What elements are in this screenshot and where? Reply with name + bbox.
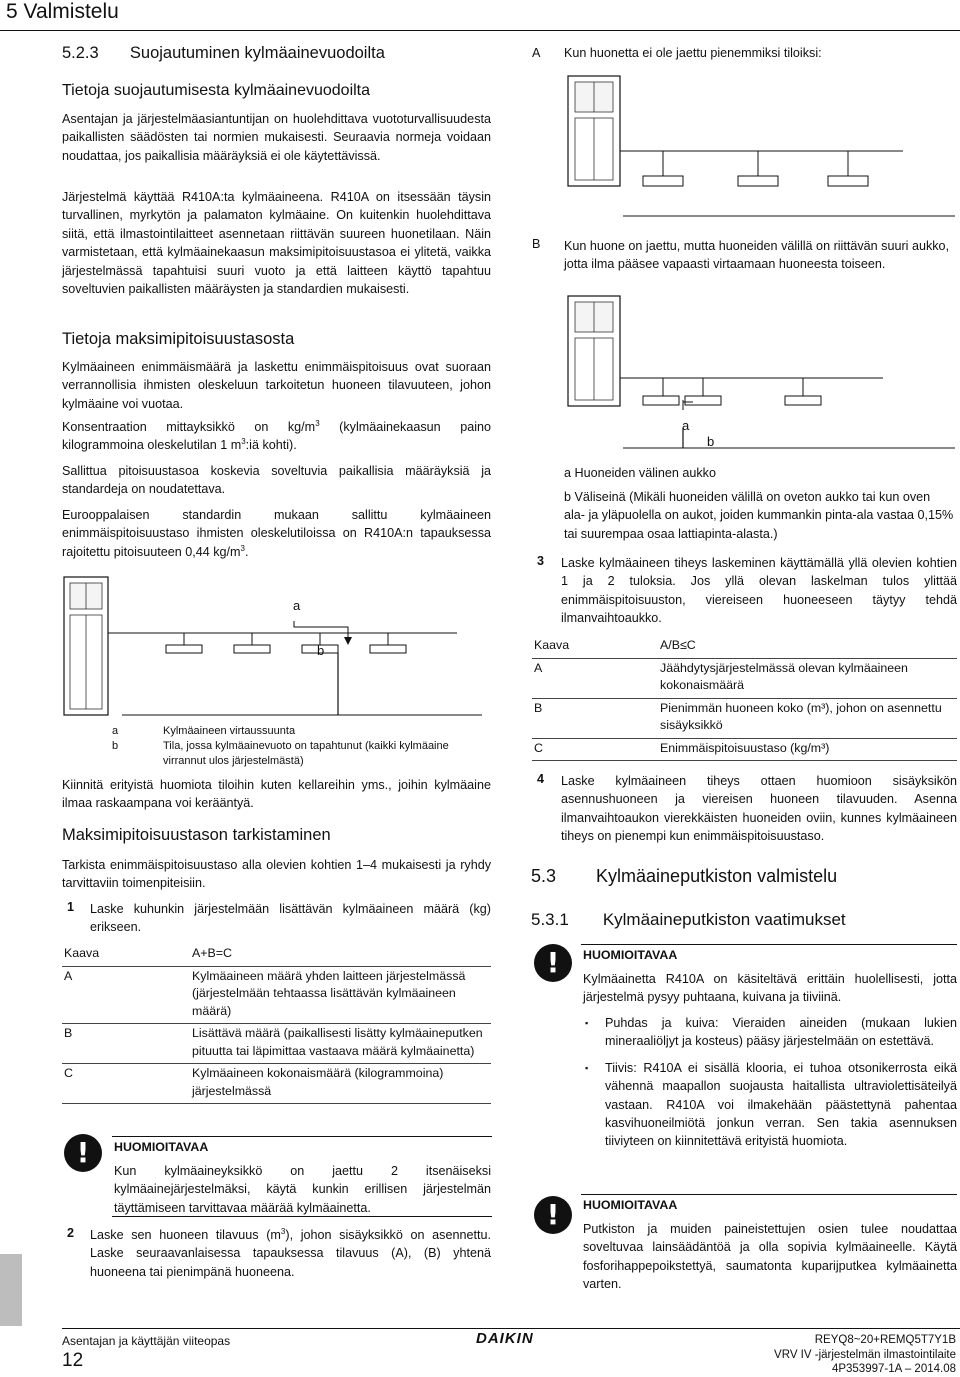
notice-title: HUOMIOITAVAA	[583, 1198, 678, 1212]
paragraph-check-steps: Tarkista enimmäispitoisuustaso alla olevien kohtien 1–4 mukaisesti ja ryhdy tarvittaviin toimenpiteisiin.	[62, 858, 491, 891]
heading-about-leak: Tietoja suojautumisesta kylmäainevuodoilta	[62, 82, 371, 99]
warning-icon: !	[534, 944, 572, 982]
paragraph-eu-standard: Eurooppalaisen standardin mukaan sallittu kylmäaineen enimmäispitoisuustaso ihmisten oleskelutiloissa on R410A:n tapauksessa rajoitettu pitoisuuteen 0,44 $kg/m^3$.	[62, 508, 491, 559]
footer-model: REYQ8~20+REMQ5T7Y1B	[814, 1334, 956, 1346]
step-2-text: Laske sen huoneen tilavuus $(m^3)$, johon sisäyksikkö on asennettu. Laske seuraavanlaisessa tapauksessa tilavuus (A), (B) yhtenä huoneena tai pienimpänä huoneena.	[90, 1226, 491, 1279]
list-item: ▪ Tiivis: R410A ei sisällä klooria, ei tuhoa otsonikerrosta eikä vähennä maapallon suojausta haitallista ultraviolettisäteilyä vastaan. R410A voi ilmakehään päästettynä pahentaa kasvihuoneilmiötä jonkun verran. Sen takia asennuksen tiiviyteen on kiinnitettävä erityistä huomiota.	[583, 1059, 957, 1151]
notice-title: HUOMIOITAVAA	[583, 948, 678, 962]
case-b-text: Kun huone on jaettu, mutta huoneiden välillä on riittävän suuri aukko, jotta ilma pääsee vapaasti virtaamaan huoneesta toiseen.	[564, 239, 950, 272]
step-3-text: Laske kylmäaineen tiheys laskeminen käyttämällä yllä olevien kohtien 1 ja 2 tuloksia. Jos yllä olevan laskelman tulos ylittää enimmäispitoisuuston, viereiseen huoneeseen täytyy tehdä ilmanvaihtoaukko.	[561, 556, 957, 626]
table-row: Kaava A/B≤C	[532, 636, 957, 658]
step-1-text: Laske kuhunkin järjestelmään lisättävän kylmäaineen määrä (kg) erikseen.	[90, 902, 491, 935]
heading-5-3: 5.3 Kylmäaineputkiston valmistelu	[531, 866, 838, 886]
paragraph-local-rules: Sallittua pitoisuustasoa koskevia soveltuvia paikallisia määräyksiä ja standardeja on noudatettava.	[62, 464, 491, 497]
legend3-a: a Huoneiden välinen aukko	[564, 466, 716, 480]
notice-title: HUOMIOITAVAA	[114, 1140, 209, 1154]
footer-right	[774, 1333, 956, 1377]
section-heading	[62, 44, 385, 63]
brand-logo: DAIKIN	[476, 1330, 534, 1347]
heading-max-concentration: Tietoja maksimipitoisuustasosta	[62, 330, 295, 348]
list-item: ▪ Puhdas ja kuiva: Vieraiden aineiden (mukaan lukien mineraaliöljyt ja kosteus) pääsy järjestelmään on estettävä.	[583, 1014, 957, 1051]
chapter-title: 5 Valmistelu	[6, 0, 119, 23]
paragraph-r410a: Järjestelmä käyttää R410A:ta kylmäaineena. R410A on itsessään täysin turvallinen, myrkytön ja palamaton kylmäaine. On kuitenkin huolehdittava siitä, että ilmastointilaitteet asennetaan riittävän suureen huonetilaan. Näin varmistetaan, että kylmäainekaasun maksimipitoisuustasoa ei ylitetä, vaikka järjestelmässä tapahtuisi suuri vuoto ja että laitteen käyttö tapahtuu soveltuvien paikallisten määräysten ja standardien mukaisesti.	[62, 190, 491, 297]
figure1-label-b: b	[317, 643, 325, 658]
step-4-text: Laske kylmäaineen tiheys ottaen huomioon sisäyksikön asennushuoneen ja viereisen huoneen tilavuuden. Asenna ilmanvaihtoaukon vierekkäisten huoneiden oviin, kunnes kylmäaineen tiheys on pienempi kun enimmäispitoisuustaso.	[561, 774, 957, 844]
figure-leak-flow	[62, 575, 492, 720]
figure1-label-a: a	[293, 598, 301, 613]
figure-room-divided	[563, 290, 959, 450]
formula-table-2	[532, 636, 957, 761]
indoor-unit	[370, 645, 406, 653]
section-title: Suojautuminen kylmäainevuodoilta	[129, 44, 385, 62]
footer-subtitle: VRV IV -järjestelmän ilmastointilaite	[774, 1348, 956, 1361]
indoor-unit	[643, 396, 679, 405]
paragraph-unit: Konsentraation mittayksikkö on $kg/m^3$ (kylmäainekaasun paino kilogrammoina oleskelutilan 1 $m^3:iä$ kohti).	[62, 418, 492, 453]
legend1-text-a: Kylmäaineen virtaussuunta	[163, 725, 296, 737]
figure-room-undivided	[563, 66, 959, 226]
notice-text: Kun kylmäaineyksikkö on jaettu 2 itsenäiseksi kylmäainejärjestelmäksi, käytä kunkin erillisen järjestelmän täyttämiseen tarvittavaa määrää kylmäainetta.	[114, 1164, 491, 1215]
step-3-number: 3	[537, 554, 545, 568]
legend1-text-b: Tila, jossa kylmäainevuoto on tapahtunut (kaikki kylmäaine virrannut ulos järjestelmästä)	[163, 740, 449, 767]
formula-table-1	[62, 944, 491, 1104]
table-row: B Pienimmän huoneen koko (m³), johon on asennettu sisäyksikkö	[532, 698, 957, 738]
indoor-unit	[738, 176, 778, 186]
indoor-unit	[685, 396, 721, 405]
heading-5-3-1: 5.3.1 Kylmäaineputkiston vaatimukset	[531, 910, 846, 929]
indoor-unit	[828, 176, 868, 186]
legend3-b: b Väliseinä (Mikäli huoneiden välillä on oveton aukko tai kun oven ala- ja yläpuolella on aukot, joiden kummankin pinta-ala vastaa 0,15% tai suurempaa osaa lattiapinta-alasta.)	[564, 490, 954, 541]
case-b-key: B	[532, 237, 541, 251]
notice-rule-top	[581, 1194, 957, 1195]
footer-doc-id: 4P353997-1A – 2014.08	[831, 1363, 956, 1375]
page-number: 12	[62, 1350, 84, 1371]
legend1-key-a: a	[112, 725, 119, 737]
step-1-number: 1	[67, 900, 75, 914]
table-row: Kaava A+B=C	[62, 944, 491, 966]
indoor-unit	[234, 645, 270, 653]
case-a-text: Kun huonetta ei ole jaettu pienemmiksi tiloiksi:	[564, 46, 822, 60]
step-4-number: 4	[537, 772, 545, 786]
notice-text: Kylmäainetta R410A on käsiteltävä erittäin huolellisesti, jotta järjestelmä pysyy puhtaana, kuivana ja tiiviinä.	[583, 972, 957, 1005]
notice-text: Putkiston ja muiden paineistettujen osien tulee noudattaa soveltuvaa lainsäädäntöä ja olla sopivia kylmäaineelle. Käytä fosforihappepoikstettyä, saumatonta kuparijputkea kylmäainetta varten.	[583, 1222, 957, 1292]
table-row: C Enimmäispitoisuustaso (kg/m³)	[532, 738, 957, 761]
indoor-unit	[785, 396, 821, 405]
step-2-number: 2	[67, 1226, 75, 1240]
figure3-label-b: b	[707, 434, 715, 449]
footer-guide-title: Asentajan ja käyttäjän viiteopas	[62, 1334, 231, 1348]
warning-icon: !	[534, 1196, 572, 1234]
paragraph-responsibility: Asentajan ja järjestelmäasiantuntijan on huolehdittava vuototurvallisuudesta paikallisten säädösten tai normien mukaisesti. Seuraavia normeja voidaan noudattaa, jos paikallisia määräyksiä ei ole käytettävissä.	[62, 112, 491, 163]
table-row: C Kylmäaineen kokonaismäärä (kilogrammoina) järjestelmässä	[62, 1064, 491, 1104]
paragraph-basements: Kiinnitä erityistä huomiota tiloihin kuten kellareihin yms., joihin kylmäaine ilmaa raskaampana voi kerääntyä.	[62, 778, 491, 811]
bullet-list	[583, 1014, 957, 1159]
table-row: B Lisättävä määrä (paikallisesti lisätty kylmäaineputken pituutta tai läpimittaa vastaava määrä kylmäainetta)	[62, 1024, 491, 1064]
heading-check-max: Maksimipitoisuustason tarkistaminen	[62, 826, 331, 844]
indoor-unit	[643, 176, 683, 186]
notice-rule-top	[112, 1136, 492, 1137]
notice-rule-bottom	[112, 1216, 492, 1217]
table-row: A Kylmäaineen määrä yhden laitteen järjestelmässä (järjestelmään tehtaassa lisättävän kylmäaineen määrä)	[62, 966, 491, 1024]
section-number: 5.2.3	[62, 44, 99, 62]
legend1-key-b: b	[112, 740, 119, 752]
figure3-label-a: a	[682, 418, 690, 433]
table-row: A Jäähdytysjärjestelmässä olevan kylmäaineen kokonaismäärä	[532, 658, 957, 698]
warning-icon: !	[64, 1134, 102, 1172]
paragraph-max-amount: Kylmäaineen enimmäismäärä ja laskettu enimmäispitoisuus ovat suoraan verrannollisia ihmisten oleskeluun tarkoitetun huoneen tilavuuteen, johon kylmäaine voi vuotaa.	[62, 360, 491, 411]
case-a-key: A	[532, 46, 541, 60]
footer-rule	[62, 1328, 960, 1329]
indoor-unit	[166, 645, 202, 653]
side-thumb-tab	[0, 1254, 22, 1326]
header-rule	[0, 30, 960, 31]
notice-rule-top	[581, 944, 957, 945]
flow-arrow	[294, 621, 348, 639]
